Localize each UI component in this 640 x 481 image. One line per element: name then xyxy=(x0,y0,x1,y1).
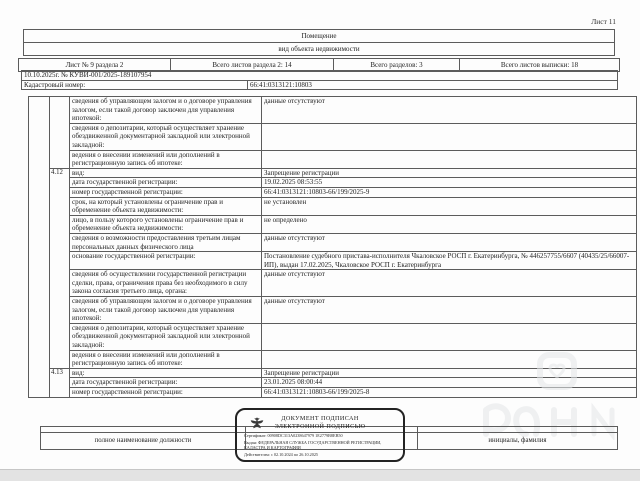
stamp-validity: Действителен: с 02.10.2024 по 26.10.2025 xyxy=(244,452,319,458)
sheet-counter-cell: Лист № 9 раздела 2 xyxy=(19,59,171,72)
stamp-title-line1: ДОКУМЕНТ ПОДПИСАН xyxy=(281,415,359,422)
field-value: 66:41:0313121:10803-66/199/2025-9 xyxy=(262,187,637,197)
electronic-signature-stamp xyxy=(235,408,405,462)
table-row xyxy=(29,297,637,324)
field-label: номер государственной регистрации: xyxy=(70,187,262,197)
field-label: ведения о внесении изменений или дополнений в регистрационную запись об ипотеке: xyxy=(70,150,262,168)
cadastral-table xyxy=(21,70,618,90)
registry-table-body xyxy=(29,97,637,398)
table-row xyxy=(29,187,637,197)
field-label: номер государственной регистрации: xyxy=(70,388,262,398)
bottom-band xyxy=(0,469,640,481)
stamp-title-line2: ЭЛЕКТРОННОЙ ПОДПИСЬЮ xyxy=(274,423,366,430)
field-label: дата государственной регистрации: xyxy=(70,178,262,188)
field-label: вид: xyxy=(70,168,262,178)
field-value: 66:41:0313121:10803-66/199/2025-8 xyxy=(262,388,637,398)
field-label: лицо, в пользу которого установлены ограничение прав и обременение объекта недвижимости: xyxy=(70,215,262,233)
stamp-issued-by: Выдан: ФЕДЕРАЛЬНАЯ СЛУЖБА ГОСУДАРСТВЕННОЙ РЕГИСТРАЦИИ, КАДАСТРА И КАРТОГРАФИИ xyxy=(244,440,382,451)
field-label: сведения об управляющем залогом и о договоре управления залогом, если такой договор заключен для управления ипотекой: xyxy=(70,97,262,124)
registry-table xyxy=(28,96,637,398)
object-type: Помещение xyxy=(24,30,615,43)
object-type-table xyxy=(23,29,615,56)
indent-cell xyxy=(29,97,50,398)
name-label: инициалы, фамилия xyxy=(418,433,618,450)
field-value: 19.02.2025 08:53:55 xyxy=(262,178,637,188)
field-label: сведения о депозитарии, который осуществляет хранение обездвиженной документарной закладной или электронной закладной: xyxy=(70,123,262,150)
field-value: не определено xyxy=(262,215,637,233)
field-label: сведения о возможности предоставления третьим лицам персональных данных физического лица xyxy=(70,233,262,251)
field-value: Запрещение регистрации xyxy=(262,368,637,378)
table-row xyxy=(29,323,637,350)
sheet-counter-cell: Всего листов раздела 2: 14 xyxy=(171,59,334,72)
field-value xyxy=(262,350,637,368)
field-value: данные отсутствуют xyxy=(262,97,637,124)
section-number xyxy=(50,97,70,169)
table-row xyxy=(29,368,637,378)
field-label: срок, на который установлены ограничение прав и обременение объекта недвижимости: xyxy=(70,197,262,215)
table-row xyxy=(29,168,637,178)
table-row xyxy=(29,388,637,398)
cadastral-label: Кадастровый номер: xyxy=(22,80,248,90)
field-value: данные отсутствуют xyxy=(262,297,637,324)
sheet-counter-cell: Всего разделов: 3 xyxy=(334,59,460,72)
table-row xyxy=(29,350,637,368)
field-value: данные отсутствуют xyxy=(262,233,637,251)
table-row xyxy=(29,123,637,150)
cadastral-value: 66:41:0313121:10803 xyxy=(248,80,618,90)
field-value: Запрещение регистрации xyxy=(262,168,637,178)
field-label: сведения о депозитарии, который осуществляет хранение обездвиженной документарной закладной или электронной закладной: xyxy=(70,323,262,350)
field-label: сведения об осуществлении государственной регистрации сделки, права, ограничения права без необходимого в силу закона согласия третьего лица, органа: xyxy=(70,270,262,297)
sheet-counter-cell: Всего листов выписки: 18 xyxy=(460,59,620,72)
table-row xyxy=(29,252,637,270)
table-row xyxy=(29,197,637,215)
section-number: 4.12 xyxy=(50,168,70,368)
table-row xyxy=(29,215,637,233)
field-label: ведения о внесении изменений или дополнений в регистрационную запись об ипотеке: xyxy=(70,350,262,368)
field-value: 23.01.2025 08:00:44 xyxy=(262,378,637,388)
field-label: дата государственной регистрации: xyxy=(70,378,262,388)
stamp-certificate: Сертификат: 00908DC313A0238647979 1E2779B8EB50 xyxy=(244,433,343,438)
table-row xyxy=(29,150,637,168)
field-label: основание государственной регистрации: xyxy=(70,252,262,270)
table-row xyxy=(29,233,637,251)
field-value: данные отсутствуют xyxy=(262,270,637,297)
sheet-number-corner: Лист 11 xyxy=(591,17,616,26)
table-row xyxy=(29,97,637,124)
field-value xyxy=(262,323,637,350)
field-label: вид: xyxy=(70,368,262,378)
extract-date-number: 10.10.2025г. № КУВИ-001/2025-189107954 xyxy=(22,71,618,81)
field-value: Постановление судебного пристава-исполнителя Чкаловское РОСП г. Екатеринбурга, № 446257755/6607 (40435/25/66007-ИП), выдан 17.02.2025, Чкаловское РОСП г. Екатеринбурга xyxy=(262,252,637,270)
coat-of-arms-icon xyxy=(250,416,264,431)
field-label: сведения об управляющем залогом и о договоре управления залогом, если такой договор заключен для управления ипотекой: xyxy=(70,297,262,324)
field-value: не установлен xyxy=(262,197,637,215)
field-value xyxy=(262,123,637,150)
table-row xyxy=(29,378,637,388)
table-row xyxy=(29,178,637,188)
position-label: полное наименование должности xyxy=(41,433,246,450)
section-number: 4.13 xyxy=(50,368,70,397)
object-type-caption: вид объекта недвижимости xyxy=(24,43,615,56)
field-value xyxy=(262,150,637,168)
table-row xyxy=(29,270,637,297)
